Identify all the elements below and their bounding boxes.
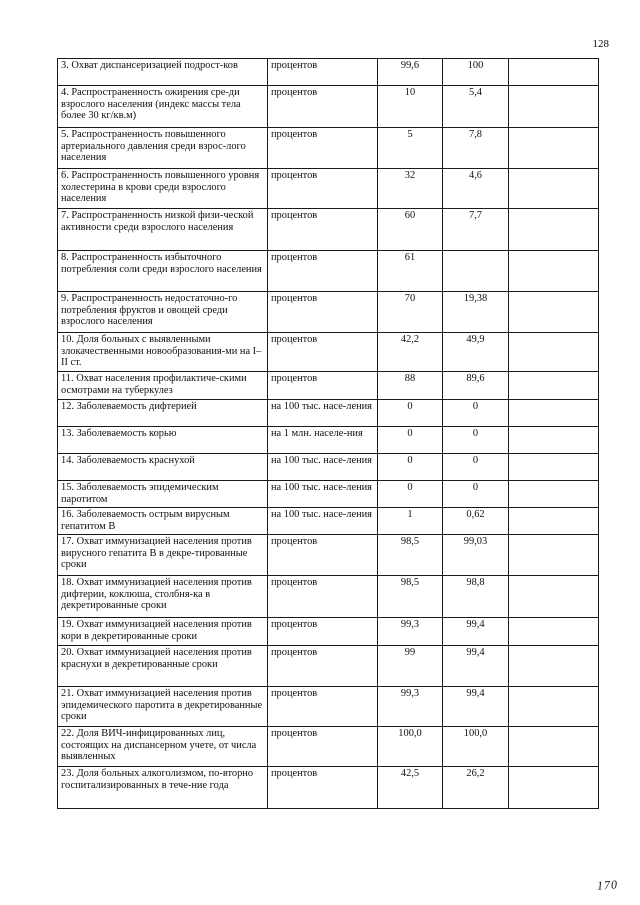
indicator-table — [57, 58, 599, 809]
empty-cell — [509, 535, 599, 576]
indicator-name-cell: 3. Охват диспансеризацией подрост-ков — [58, 59, 268, 86]
indicator-name-cell: 23. Доля больных алкоголизмом, по-вторно госпитализированных в тече-ние года — [58, 767, 268, 809]
unit-cell: на 100 тыс. насе-ления — [268, 481, 378, 508]
indicator-name-cell: 21. Охват иммунизацией населения против эпидемического паротита в декретированные сроки — [58, 687, 268, 727]
value-baseline-cell: 0 — [378, 454, 443, 481]
empty-cell — [509, 400, 599, 427]
table-row — [58, 576, 599, 618]
indicator-name-cell: 15. Заболеваемость эпидемическим паротитом — [58, 481, 268, 508]
empty-cell — [509, 687, 599, 727]
indicator-name-cell: 10. Доля больных с выявленными злокачественными новообразования-ми на I–II ст. — [58, 333, 268, 372]
value-baseline-cell: 98,5 — [378, 535, 443, 576]
empty-cell — [509, 209, 599, 251]
unit-cell: процентов — [268, 86, 378, 128]
unit-cell: процентов — [268, 372, 378, 400]
empty-cell — [509, 372, 599, 400]
table-row — [58, 646, 599, 687]
empty-cell — [509, 86, 599, 128]
indicator-name-cell: 5. Распространенность повышенного артериального давления среди взрос-лого населения — [58, 128, 268, 169]
value-baseline-cell: 99,6 — [378, 59, 443, 86]
empty-cell — [509, 59, 599, 86]
value-target-cell: 98,8 — [443, 576, 509, 618]
table-row — [58, 427, 599, 454]
table-row — [58, 292, 599, 333]
indicator-name-cell: 6. Распространенность повышенного уровня холестерина в крови среди взрослого населения — [58, 169, 268, 209]
value-baseline-cell: 0 — [378, 427, 443, 454]
unit-cell: на 100 тыс. насе-ления — [268, 454, 378, 481]
empty-cell — [509, 767, 599, 809]
value-target-cell: 0,62 — [443, 508, 509, 535]
value-baseline-cell: 32 — [378, 169, 443, 209]
unit-cell: процентов — [268, 618, 378, 646]
value-target-cell: 99,4 — [443, 618, 509, 646]
empty-cell — [509, 427, 599, 454]
unit-cell: процентов — [268, 727, 378, 767]
value-baseline-cell: 0 — [378, 400, 443, 427]
indicator-name-cell: 14. Заболеваемость краснухой — [58, 454, 268, 481]
value-baseline-cell: 61 — [378, 251, 443, 292]
table-row — [58, 481, 599, 508]
indicator-name-cell: 16. Заболеваемость острым вирусным гепатитом B — [58, 508, 268, 535]
value-baseline-cell: 99,3 — [378, 687, 443, 727]
unit-cell: процентов — [268, 169, 378, 209]
table-row — [58, 251, 599, 292]
value-baseline-cell: 70 — [378, 292, 443, 333]
unit-cell: процентов — [268, 128, 378, 169]
unit-cell: процентов — [268, 209, 378, 251]
value-baseline-cell: 88 — [378, 372, 443, 400]
table-row — [58, 209, 599, 251]
unit-cell: процентов — [268, 292, 378, 333]
value-target-cell: 100,0 — [443, 727, 509, 767]
page-number: 128 — [592, 38, 609, 50]
indicator-name-cell: 19. Охват иммунизацией населения против кори в декретированные сроки — [58, 618, 268, 646]
empty-cell — [509, 727, 599, 767]
empty-cell — [509, 292, 599, 333]
table-row — [58, 687, 599, 727]
handwritten-page-mark: 170 — [596, 877, 619, 893]
unit-cell: процентов — [268, 767, 378, 809]
unit-cell: процентов — [268, 646, 378, 687]
empty-cell — [509, 169, 599, 209]
indicator-name-cell: 8. Распространенность избыточного потребления соли среди взрослого населения — [58, 251, 268, 292]
value-target-cell: 99,4 — [443, 687, 509, 727]
unit-cell: на 1 млн. населе-ния — [268, 427, 378, 454]
value-target-cell: 5,4 — [443, 86, 509, 128]
table-row — [58, 128, 599, 169]
value-target-cell: 99,4 — [443, 646, 509, 687]
unit-cell: процентов — [268, 535, 378, 576]
unit-cell: на 100 тыс. насе-ления — [268, 508, 378, 535]
indicator-name-cell: 4. Распространенность ожирения сре-ди взрослого населения (индекс массы тела более 30 кг/кв.м) — [58, 86, 268, 128]
empty-cell — [509, 333, 599, 372]
table-row — [58, 767, 599, 809]
value-baseline-cell: 98,5 — [378, 576, 443, 618]
value-baseline-cell: 10 — [378, 86, 443, 128]
table-row — [58, 454, 599, 481]
indicator-name-cell: 13. Заболеваемость корью — [58, 427, 268, 454]
table-row — [58, 333, 599, 372]
value-baseline-cell: 5 — [378, 128, 443, 169]
indicator-name-cell: 18. Охват иммунизацией населения против дифтерии, коклюша, столбня-ка в декретированные сроки — [58, 576, 268, 618]
unit-cell: на 100 тыс. насе-ления — [268, 400, 378, 427]
value-baseline-cell: 42,5 — [378, 767, 443, 809]
indicator-name-cell: 22. Доля ВИЧ-инфицированных лиц, состоящих на диспансерном учете, от числа выявленных — [58, 727, 268, 767]
table-row — [58, 59, 599, 86]
value-baseline-cell: 1 — [378, 508, 443, 535]
value-baseline-cell: 100,0 — [378, 727, 443, 767]
table-row — [58, 618, 599, 646]
table-row — [58, 372, 599, 400]
value-target-cell: 0 — [443, 427, 509, 454]
empty-cell — [509, 251, 599, 292]
value-target-cell: 99,03 — [443, 535, 509, 576]
indicator-name-cell: 17. Охват иммунизацией населения против вирусного гепатита B в декре-тированные сроки — [58, 535, 268, 576]
table-row — [58, 508, 599, 535]
table-row — [58, 86, 599, 128]
value-target-cell: 19,38 — [443, 292, 509, 333]
value-target-cell: 49,9 — [443, 333, 509, 372]
table-row — [58, 169, 599, 209]
value-baseline-cell: 42,2 — [378, 333, 443, 372]
indicator-name-cell: 11. Охват населения профилактиче-скими осмотрами на туберкулез — [58, 372, 268, 400]
value-baseline-cell: 99,3 — [378, 618, 443, 646]
empty-cell — [509, 576, 599, 618]
empty-cell — [509, 454, 599, 481]
unit-cell: процентов — [268, 251, 378, 292]
value-baseline-cell: 99 — [378, 646, 443, 687]
value-target-cell: 0 — [443, 400, 509, 427]
value-target-cell: 7,8 — [443, 128, 509, 169]
unit-cell: процентов — [268, 59, 378, 86]
unit-cell: процентов — [268, 333, 378, 372]
table-row — [58, 400, 599, 427]
empty-cell — [509, 646, 599, 687]
value-target-cell: 0 — [443, 454, 509, 481]
value-baseline-cell: 0 — [378, 481, 443, 508]
empty-cell — [509, 508, 599, 535]
table-row — [58, 727, 599, 767]
empty-cell — [509, 618, 599, 646]
value-target-cell: 7,7 — [443, 209, 509, 251]
value-target-cell: 0 — [443, 481, 509, 508]
value-target-cell: 4,6 — [443, 169, 509, 209]
indicator-name-cell: 7. Распространенность низкой физи-ческой активности среди взрослого населения — [58, 209, 268, 251]
value-target-cell: 26,2 — [443, 767, 509, 809]
unit-cell: процентов — [268, 576, 378, 618]
value-target-cell — [443, 251, 509, 292]
empty-cell — [509, 481, 599, 508]
value-target-cell: 89,6 — [443, 372, 509, 400]
indicator-name-cell: 12. Заболеваемость дифтерией — [58, 400, 268, 427]
unit-cell: процентов — [268, 687, 378, 727]
table-row — [58, 535, 599, 576]
indicator-name-cell: 20. Охват иммунизацией населения против краснухи в декретированные сроки — [58, 646, 268, 687]
indicator-name-cell: 9. Распространенность недостаточно-го потребления фруктов и овощей среди взрослого населения — [58, 292, 268, 333]
value-baseline-cell: 60 — [378, 209, 443, 251]
value-target-cell: 100 — [443, 59, 509, 86]
empty-cell — [509, 128, 599, 169]
